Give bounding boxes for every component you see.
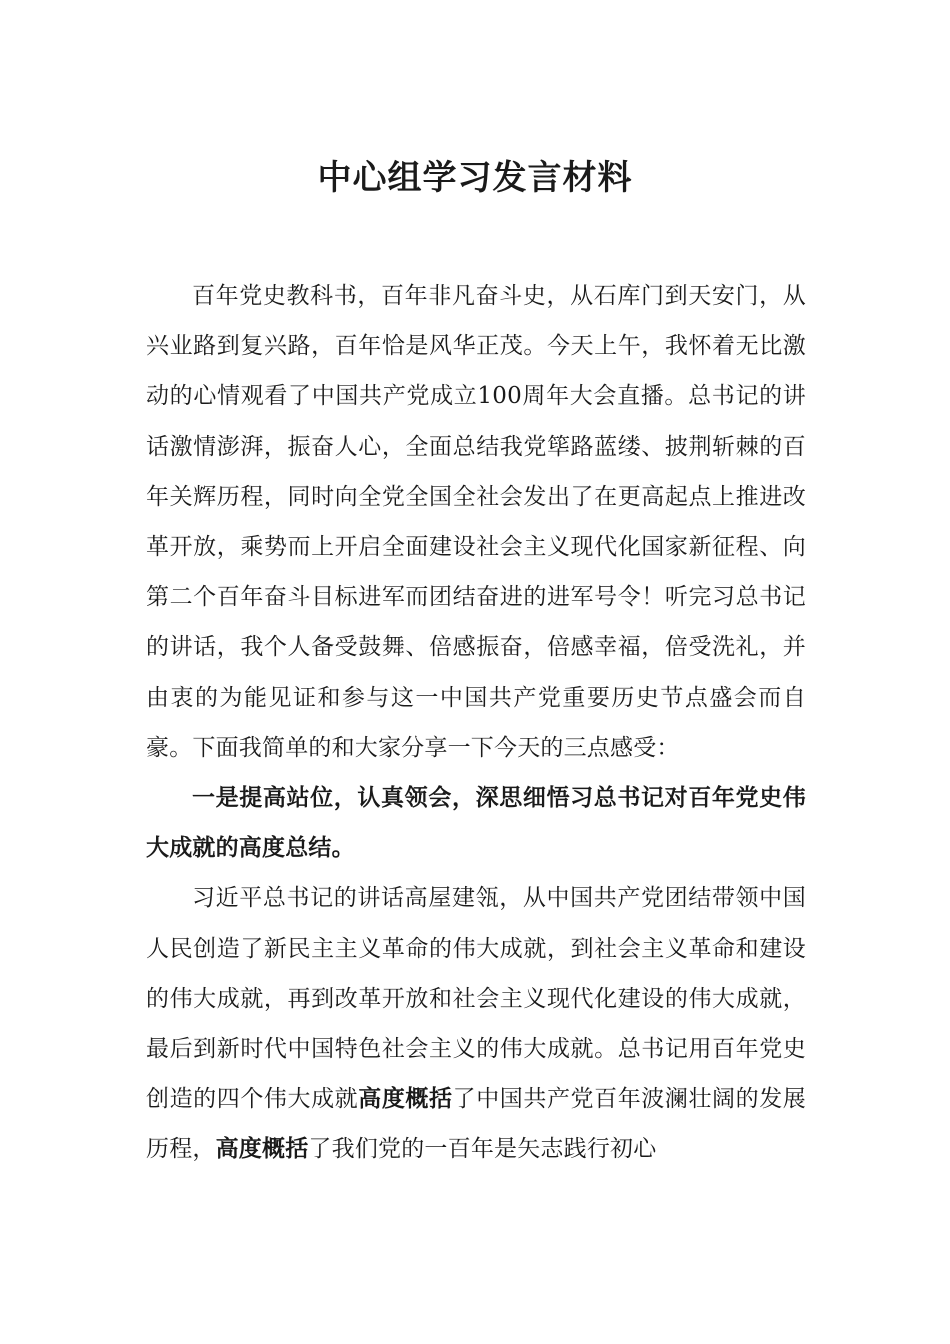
emphasis-text: 高度概括 [215, 1135, 309, 1163]
emphasis-text: 高度概括 [358, 1085, 453, 1113]
paragraph-text: 了我们党的一百年是矢志践行初心 [308, 1136, 657, 1163]
document-title: 中心组学习发言材料 [317, 158, 633, 198]
intro-paragraph: 百年党史教科书，百年非凡奋斗史，从石库门到天安门，从兴业路到复兴路，百年恰是风华正茂。今天上午，我怀着无比激动的心情观看了中国共产党成立100周年大会直播。总书记的讲话激情澎湃，振奋人心，全面总结我党筚路蓝缕、披荆斩棘的百年关辉历程，同时向全党全国全社会发出了在更高起点上推进改革开放，乘势而上开启全面建设社会主义现代化国家新征程、向第二个百年奋斗目标进军而团结奋进的进军号令！听完习总书记的讲话，我个人备受鼓舞、倍感振奋，倍感幸福，倍受洗礼，并由衷的为能见证和参与这一中国共产党重要历史节点盛会而自豪。下面我简单的和大家分享一下今天的三点感受： [146, 283, 806, 761]
paragraph-text: 了中国共产党百年波澜壮阔的发展历程， [146, 1086, 806, 1163]
section-heading-1: 一是提高站位，认真领会，深思细悟习总书记对百年党史伟大成就的高度总结。 [146, 784, 806, 862]
achievements-paragraph [146, 873, 806, 1174]
document-body [146, 271, 806, 1175]
paragraph-text: 习近平总书记的讲话高屋建瓴，从中国共产党团结带领中国人民创造了新民主主义革命的伟大成就，到社会主义革命和建设的伟大成就，再到改革开放和社会主义现代化建设的伟大成就，最后到新时代中国特色社会主义的伟大成就。总书记用百年党史创造的四个伟大成就 [146, 885, 806, 1113]
